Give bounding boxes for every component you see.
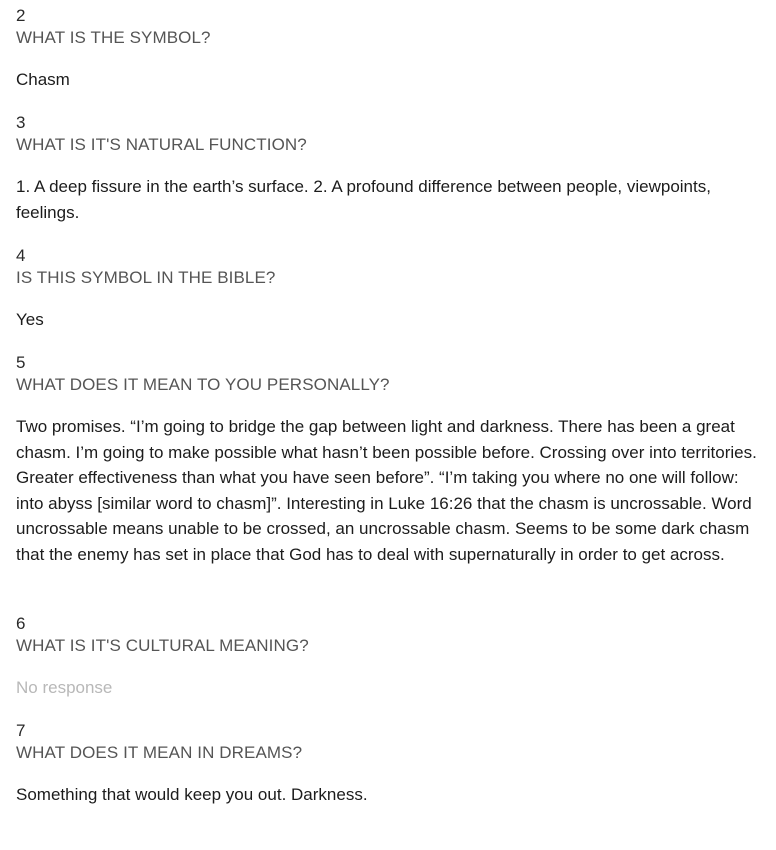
no-response-placeholder: No response <box>16 678 113 697</box>
question-text: WHAT IS THE SYMBOL? <box>16 28 211 47</box>
answer-text: Chasm <box>16 70 70 89</box>
answer-text: 1. A deep fissure in the earth’s surface. 2. A profound difference between people, viewpoints, feelings. <box>16 177 711 222</box>
question-number: 5 <box>16 353 26 372</box>
question-text: WHAT DOES IT MEAN IN DREAMS? <box>16 743 303 762</box>
question-block-3 <box>16 112 760 225</box>
question-block-2 <box>16 5 760 93</box>
question-block-7 <box>16 720 760 808</box>
answer-text: Something that would keep you out. Darkness. <box>16 785 368 804</box>
question-block-5 <box>16 352 760 567</box>
question-number: 2 <box>16 6 26 25</box>
question-number: 3 <box>16 113 26 132</box>
question-block-6 <box>16 613 760 701</box>
question-number: 7 <box>16 721 26 740</box>
question-text: IS THIS SYMBOL IN THE BIBLE? <box>16 268 276 287</box>
question-text: WHAT IS IT'S CULTURAL MEANING? <box>16 636 309 655</box>
question-block-4 <box>16 245 760 333</box>
answer-text: Yes <box>16 310 44 329</box>
question-text: WHAT IS IT'S NATURAL FUNCTION? <box>16 135 307 154</box>
answer-text: Two promises. “I’m going to bridge the gap between light and darkness. There has been a great chasm. I’m going to make possible what hasn’t been possible before. Crossing over into territories. Greater effectiveness than what you have seen before”. “I’m taking you where no one will follow: into abyss [similar word to chasm]”. Interesting in Luke 16:26 that the chasm is uncrossable. Word uncrossable means unable to be crossed, an uncrossable chasm. Seems to be some dark chasm that the enemy has set in place that God has to deal with supernaturally in order to get across. <box>16 417 757 564</box>
question-number: 4 <box>16 246 26 265</box>
question-number: 6 <box>16 614 26 633</box>
question-text: WHAT DOES IT MEAN TO YOU PERSONALLY? <box>16 375 390 394</box>
